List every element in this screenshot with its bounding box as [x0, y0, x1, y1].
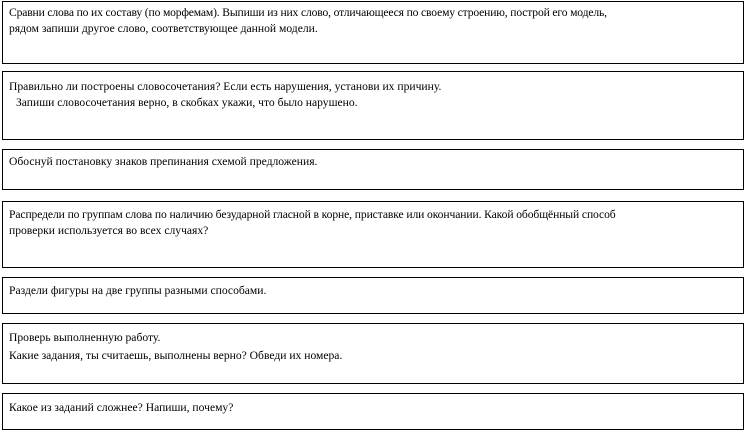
task-box-6: [2, 323, 744, 384]
task-box-7: [2, 393, 744, 430]
task-box-1: [2, 1, 744, 64]
task-7-line-1: Какое из заданий сложнее? Напиши, почему?: [9, 401, 234, 414]
task-3-line-1: Обоснуй постановку знаков препинания схемой предложения.: [9, 155, 318, 168]
task-1-line-2: рядом запиши другое слово, соответствующее данной модели.: [9, 22, 318, 35]
task-2-line-1: Правильно ли построены словосочетания? Если есть нарушения, установи их причину.: [9, 80, 442, 93]
task-5-line-1: Раздели фигуры на две группы разными способами.: [9, 284, 267, 297]
task-1-line-1: Сравни слова по их составу (по морфемам). Выпиши из них слово, отличающееся по своему строению, построй его модель,: [9, 6, 607, 19]
task-box-2: [2, 71, 744, 140]
task-4-line-1: Распредели по группам слова по наличию безударной гласной в корне, приставке или окончании. Какой обобщённый способ: [9, 208, 616, 221]
task-box-3: [2, 149, 744, 190]
task-6-line-1: Проверь выполненную работу.: [9, 331, 161, 344]
task-6-line-2: Какие задания, ты считаешь, выполнены верно? Обведи их номера.: [9, 349, 343, 362]
task-box-4: [2, 201, 744, 268]
task-box-5: [2, 277, 744, 314]
task-2-line-2: Запиши словосочетания верно, в скобках укажи, что было нарушено.: [16, 96, 358, 109]
task-4-line-2: проверки используется во всех случаях?: [9, 224, 209, 237]
